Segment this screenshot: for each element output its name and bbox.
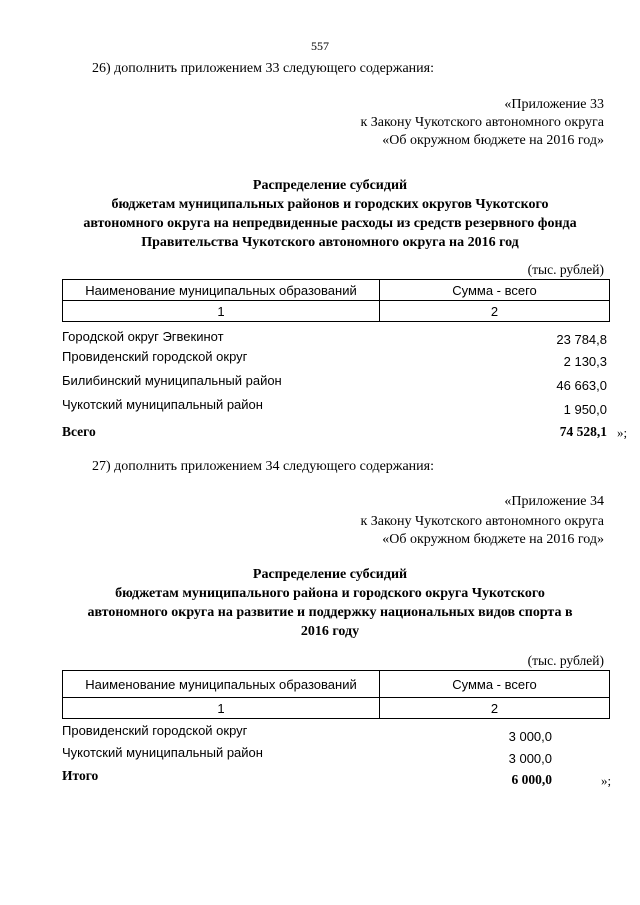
row-value: 3 000,0	[508, 751, 552, 766]
section26-title	[30, 176, 630, 252]
title-line: Распределение субсидий	[252, 178, 408, 193]
section27-header-table	[62, 670, 610, 719]
row-name: Городской округ Эгвекинот	[62, 329, 224, 344]
section27-appendix-line: «Об окружном бюджете на 2016 год»	[382, 532, 604, 547]
section27-instruction: 27) дополнить приложением 34 следующего содержания:	[92, 459, 434, 474]
section27-appendix-line: к Закону Чукотского автономного округа	[360, 514, 604, 529]
closing-quote: »;	[601, 773, 612, 788]
section27-title	[30, 565, 630, 641]
column-number: 1	[63, 301, 380, 322]
row-name: Чукотский муниципальный район	[62, 745, 263, 760]
column-number: 2	[380, 698, 610, 719]
title-line: 2016 году	[300, 624, 360, 639]
section26-appendix-line: «Об окружном бюджете на 2016 год»	[382, 133, 604, 148]
column-header-name: Наименование муниципальных образований	[63, 671, 380, 698]
closing-quote: »;	[617, 425, 628, 440]
row-value: 3 000,0	[508, 729, 552, 744]
total-value: 6 000,0	[511, 772, 552, 787]
column-number: 2	[380, 301, 610, 322]
total-label: Итого	[62, 768, 99, 783]
title-line: Распределение субсидий	[252, 567, 408, 582]
row-value: 2 130,3	[563, 354, 607, 369]
row-value: 1 950,0	[563, 402, 607, 417]
row-name: Провиденский городской округ	[62, 349, 248, 364]
page-number: 557	[311, 39, 329, 53]
title-line: бюджетам муниципального района и городского округа Чукотского	[115, 586, 545, 601]
total-value: 74 528,1	[559, 424, 607, 439]
section26-appendix-line: к Закону Чукотского автономного округа	[360, 115, 604, 130]
row-name: Провиденский городской округ	[62, 723, 248, 738]
column-number: 1	[63, 698, 380, 719]
section27-unit: (тыс. рублей)	[527, 653, 604, 668]
row-value: 46 663,0	[556, 378, 607, 393]
section26-instruction: 26) дополнить приложением 33 следующего содержания:	[92, 61, 434, 76]
section27-appendix-line: «Приложение 34	[504, 494, 604, 509]
title-line: бюджетам муниципальных районов и городских округов Чукотского	[111, 197, 549, 212]
row-name: Чукотский муниципальный район	[62, 397, 263, 412]
row-value: 23 784,8	[556, 332, 607, 347]
title-line: автономного округа на развитие и поддержку национальных видов спорта в	[87, 605, 573, 620]
section26-appendix-line: «Приложение 33	[504, 97, 604, 112]
row-name: Билибинский муниципальный район	[62, 373, 282, 388]
column-header-sum: Сумма - всего	[380, 280, 610, 301]
section26-header-table	[62, 279, 610, 322]
section26-unit: (тыс. рублей)	[527, 262, 604, 277]
title-line: Правительства Чукотского автономного округа на 2016 год	[141, 235, 519, 250]
title-line: автономного округа на непредвиденные расходы из средств резервного фонда	[83, 216, 577, 231]
column-header-sum: Сумма - всего	[380, 671, 610, 698]
total-label: Всего	[62, 424, 96, 439]
column-header-name: Наименование муниципальных образований	[63, 280, 380, 301]
